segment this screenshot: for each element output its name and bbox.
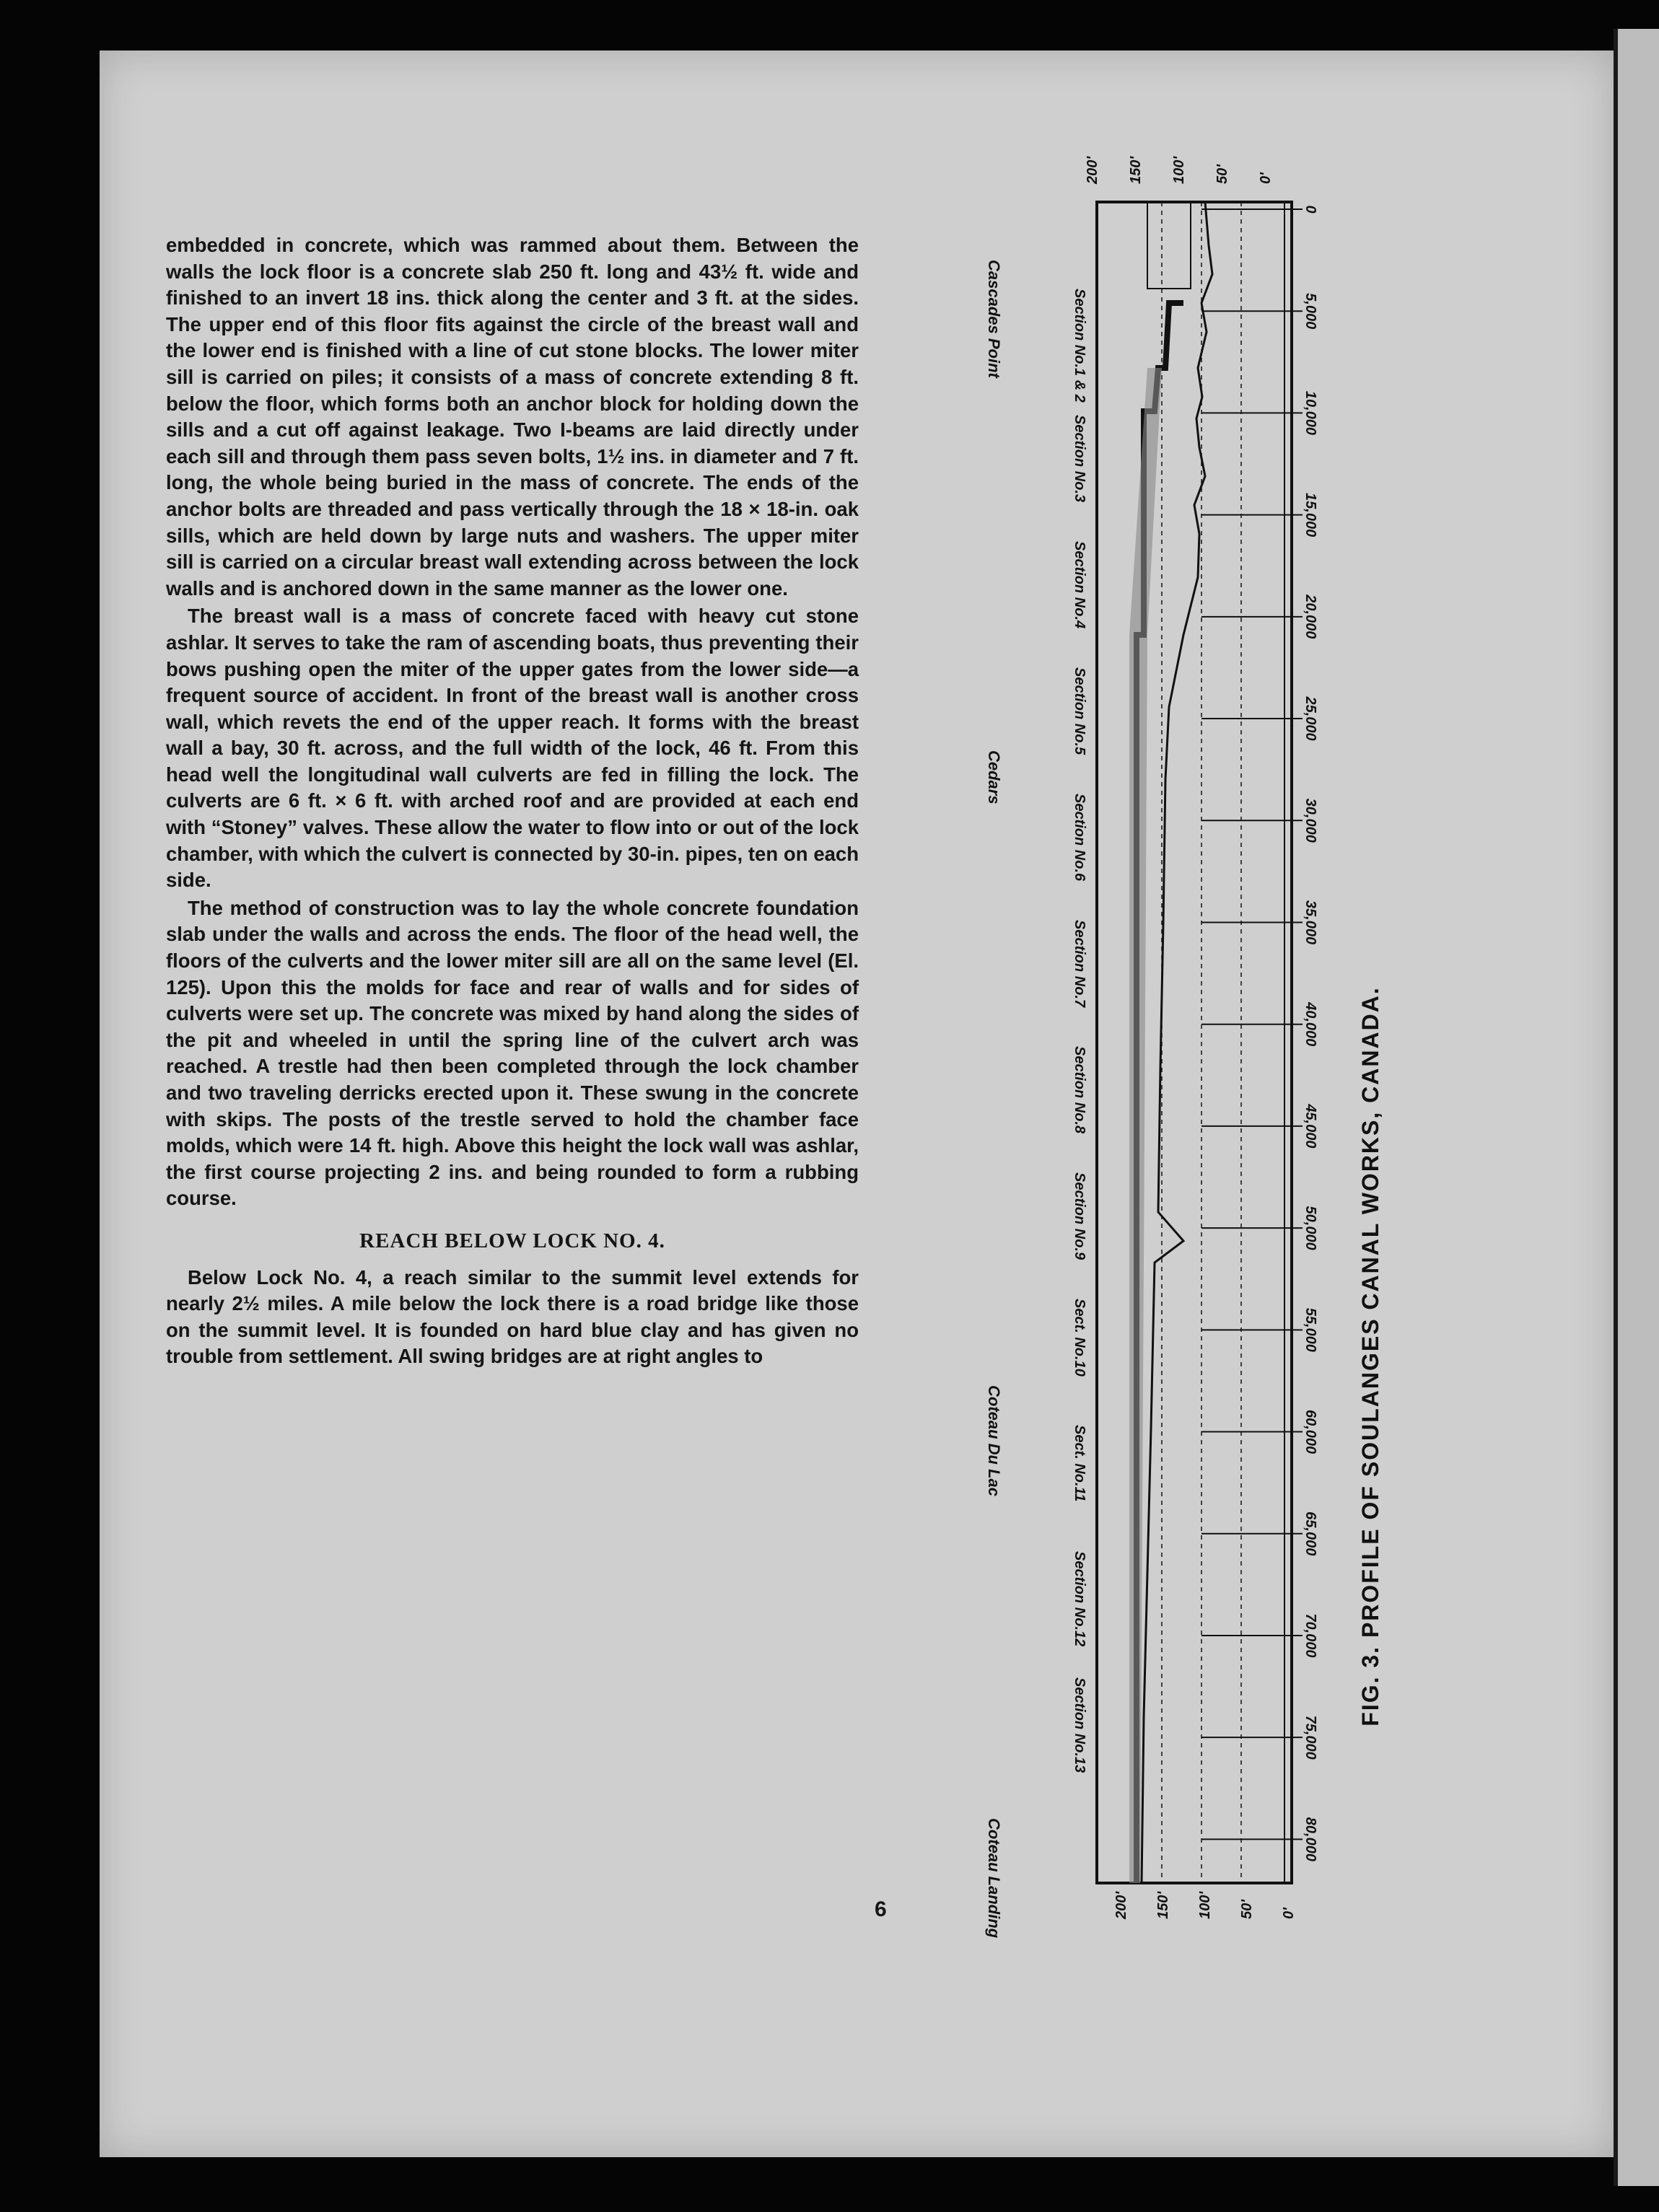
elevation-label: 50' bbox=[1214, 164, 1230, 184]
distance-label: 50,000 bbox=[1303, 1206, 1318, 1250]
elevation-label: 100' bbox=[1171, 156, 1187, 184]
distance-tick-lines bbox=[1201, 209, 1303, 1839]
section-label: Section No.9 bbox=[1072, 1172, 1087, 1260]
distance-label: 5,000 bbox=[1303, 293, 1318, 330]
distance-label: 65,000 bbox=[1303, 1511, 1318, 1556]
distance-label: 40,000 bbox=[1303, 1002, 1318, 1047]
profile-frame bbox=[1097, 202, 1292, 1883]
page-number: 6 bbox=[875, 1897, 887, 1921]
landmark-label: Coteau Landing bbox=[985, 1818, 1003, 1939]
paragraph-2: The breast wall is a mass of concrete faced with heavy cut stone ashlar. It serves to take the ram of ascending boats, thus preventing their bows pushing open the miter of the upper gates from the lower side—a frequent source of accident. In front of the breast wall is another cross wall, which revets the end of the upper reach. It forms with the breast wall a bay, 30 ft. across, and the full width of the lock, 46 ft. From this head well the longitudinal wall culverts are fed in filling the lock. The culverts are 6 ft. × 6 ft. with arched roof and are provided at each end with “Stoney” valves. These allow the water to flow into or out of the lock chamber, with which the culvert is connected by 30-in. pipes, ten on each side. bbox=[166, 605, 859, 892]
distance-label: 45,000 bbox=[1303, 1104, 1318, 1149]
distance-label: 15,000 bbox=[1303, 493, 1318, 537]
section-heading: REACH BELOW LOCK NO. 4. bbox=[359, 1229, 665, 1252]
figure-caption: FIG. 3. PROFILE OF SOULANGES CANAL WORKS, CANADA. bbox=[1357, 986, 1383, 1726]
distance-label: 55,000 bbox=[1303, 1307, 1318, 1352]
paragraph-3: The method of construction was to lay the whole concrete foundation slab under the walls and across the ends. The floor of the head well, the floors of the culverts and the lower miter sill are all on the same level (El. 125). Upon this the molds for face and rear of walls and for sides of culverts were set up. The concrete was mixed by hand along the sides of the pit and wheeled in until the spring line of the culvert arch was reached. A trestle had then been completed through the lock chamber and two traveling derricks erected upon it. These swung in the concrete with skips. The posts of the trestle served to hold the chamber face molds, which were 14 ft. high. Above this height the lock wall was ashlar, the first course projecting 2 ins. and being rounded to form a rubbing course. bbox=[166, 896, 859, 1210]
section-label: Sect. No.10 bbox=[1072, 1299, 1087, 1377]
elevation-label: 150' bbox=[1155, 1891, 1171, 1919]
distance-label: 20,000 bbox=[1303, 594, 1318, 639]
elevation-label: 200' bbox=[1085, 156, 1100, 184]
elevation-label: 0' bbox=[1258, 172, 1274, 184]
section-label: Section No.4 bbox=[1072, 541, 1087, 629]
distance-label: 60,000 bbox=[1303, 1409, 1318, 1454]
section-label: Section No.5 bbox=[1072, 667, 1087, 755]
section-labels bbox=[1072, 289, 1087, 1773]
distance-label: 10,000 bbox=[1303, 390, 1318, 436]
section-label: Section No.8 bbox=[1072, 1046, 1087, 1134]
distance-axis-labels bbox=[1303, 205, 1318, 1861]
landmark-label: Coteau Du Lac bbox=[985, 1385, 1003, 1497]
section-label: Section No.1 & 2 bbox=[1072, 289, 1087, 403]
elevation-label: 200' bbox=[1113, 1891, 1129, 1919]
elevation-labels-top bbox=[1085, 156, 1274, 185]
elevation-label: 100' bbox=[1197, 1891, 1213, 1919]
distance-label: 0 bbox=[1303, 205, 1318, 214]
distance-label: 25,000 bbox=[1303, 696, 1318, 741]
distance-label: 30,000 bbox=[1303, 798, 1318, 843]
section-label: Section No.7 bbox=[1072, 920, 1087, 1008]
ottawa-river-box bbox=[1147, 202, 1191, 289]
distance-label: 70,000 bbox=[1303, 1613, 1318, 1658]
elevation-label: 150' bbox=[1128, 156, 1144, 184]
distance-label: 35,000 bbox=[1303, 900, 1318, 945]
paragraph-1: embedded in concrete, which was rammed about them. Between the walls the lock floor is a concrete slab 250 ft. long and 43½ ft. wide and finished to an invert 18 ins. thick along the center and 3 ft. at the sides. The upper end of this floor fits against the circle of the breast wall and the lower end is finished with a line of cut stone blocks. The lower miter sill is carried on piles; it consists of a mass of concrete extending 8 ft. below the floor, which forms both an anchor block for holding down the sills and a cut off against leakage. Two I-beams are laid directly under each sill and through them pass seven bolts, 1½ ins. in diameter and 7 ft. long, the whole being buried in the mass of concrete. The ends of the anchor bolts are threaded and pass vertically through the 18 × 18-in. oak sills, which are held down by large nuts and washers. The upper miter sill is carried on a circular breast wall extending across between the lock walls and is anchored down in the same manner as the lower one. bbox=[166, 234, 859, 600]
landmark-label: Cedars bbox=[985, 750, 1003, 804]
distance-label: 75,000 bbox=[1303, 1715, 1318, 1760]
elevation-labels-bottom bbox=[1113, 1891, 1297, 1920]
distance-label: 80,000 bbox=[1303, 1817, 1318, 1861]
paragraph-4: Below Lock No. 4, a reach similar to the summit level extends for nearly 2½ miles. A mile below the lock there is a road bridge like those on the summit level. It is founded on hard blue clay and has given no trouble from settlement. All swing bridges are at right angles to bbox=[166, 1265, 859, 1368]
section-label: Section No.6 bbox=[1072, 794, 1087, 882]
section-label: Section No.13 bbox=[1072, 1677, 1087, 1773]
section-label: Sect. No.11 bbox=[1072, 1425, 1087, 1502]
elevation-label: 50' bbox=[1239, 1899, 1255, 1919]
section-label: Section No.3 bbox=[1072, 415, 1087, 503]
landmark-label: Cascades Point bbox=[985, 260, 1003, 378]
landmark-labels bbox=[985, 260, 1003, 1939]
elevation-label: 0' bbox=[1281, 1908, 1297, 1919]
section-label: Section No.12 bbox=[1072, 1551, 1087, 1647]
